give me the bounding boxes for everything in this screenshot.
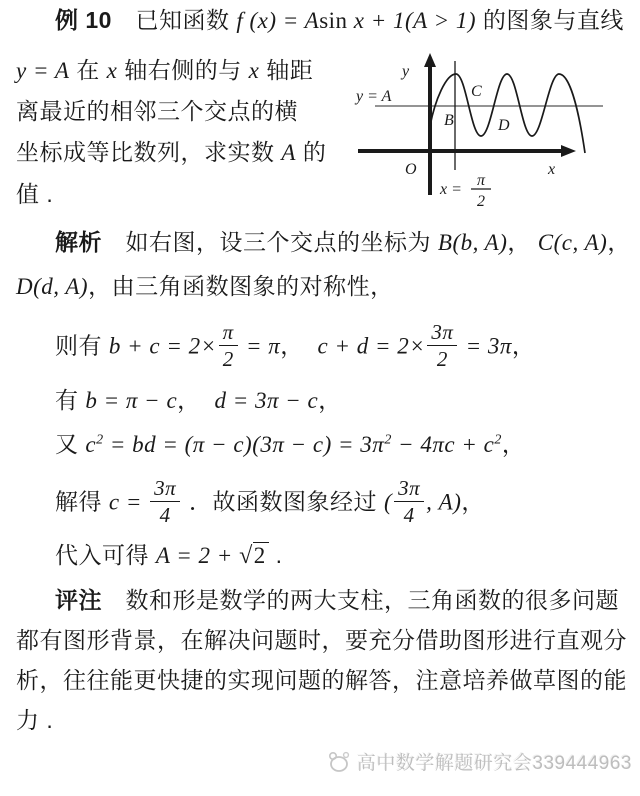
fraction: $\frac{3\pi}{4}$ [150, 476, 180, 527]
text-segment: x [248, 58, 260, 83]
solution-eq-1 [55, 322, 535, 373]
label-point-D: D [498, 117, 510, 134]
text-segment: 已知函数 [111, 7, 237, 33]
y-axis-arrow-icon [424, 53, 436, 67]
label-x-axis: x [548, 161, 556, 178]
text-segment: ， [280, 332, 318, 359]
text-segment: B(b, A) [437, 230, 508, 255]
figure-sine-graph [350, 50, 640, 220]
fraction: $\frac{\pi}{2}$ [219, 320, 238, 371]
text-segment: 评注 [55, 587, 102, 613]
square-root: √2 [239, 543, 269, 568]
text-segment: 力 . [16, 707, 54, 733]
text-segment: 例 10 [55, 7, 112, 33]
remark-line-1 [55, 586, 619, 616]
label-origin: O [405, 161, 417, 178]
text-segment: 的 [295, 139, 327, 165]
text-segment: ， [501, 431, 526, 457]
remark-line-3 [16, 666, 627, 696]
text-segment: 在 [69, 57, 107, 83]
text-segment: 如右图，设三个交点的坐标为 [102, 229, 438, 255]
text-segment: 则有 [55, 332, 109, 359]
text-segment: 都有图形背景，在解决问题时，要充分借助图形进行直观分 [16, 627, 627, 653]
solution-eq-5 [55, 541, 283, 572]
label-vline-denominator: 2 [477, 193, 485, 210]
x-axis-arrow-icon [561, 145, 576, 157]
remark-line-2 [16, 626, 627, 656]
text-segment: y = A [16, 58, 70, 83]
fraction: $\frac{3\pi}{4}$ [394, 476, 424, 527]
text-segment: x [106, 58, 118, 83]
text-segment: 值 . [16, 181, 54, 207]
text-segment: ， [511, 332, 536, 359]
text-segment: 轴右侧的与 [117, 57, 249, 83]
text-segment: 2 [96, 432, 104, 448]
label-y-equals-A: y = A [356, 88, 392, 105]
text-segment: c = [108, 489, 149, 515]
text-segment: sin [319, 8, 348, 33]
solution-eq-4 [55, 478, 485, 529]
watermark-text: 高中数学解题研究会339444963 [356, 753, 632, 774]
problem-line-5 [16, 180, 53, 210]
text-segment: 析，往往能更快捷的实现问题的解答，注意培养做草图的能 [16, 667, 627, 693]
text-segment: A [281, 140, 296, 165]
text-segment: d = 3π − c [214, 388, 319, 413]
text-segment: , A) [426, 489, 462, 515]
fraction: $\frac{3\pi}{2}$ [427, 320, 457, 371]
text-segment: c + d = 2× [317, 333, 426, 359]
text-segment: c [85, 432, 97, 457]
text-segment: x + 1(A > 1) [347, 8, 476, 33]
text-segment: 又 [55, 431, 86, 457]
text-segment: ，由三角函数图象的对称性， [88, 273, 394, 299]
text-segment: 代入可得 [55, 542, 156, 568]
label-vline-prefix: x = [440, 181, 462, 198]
solution-eq-2 [55, 386, 342, 416]
text-segment: 解析 [55, 229, 102, 255]
text-segment: 解得 [55, 488, 109, 515]
label-point-C: C [471, 83, 482, 100]
text-segment: = π [239, 333, 281, 359]
text-segment: ( [383, 489, 393, 515]
text-segment: 有 [55, 387, 86, 413]
problem-line-2 [16, 56, 313, 86]
text-segment: ， [607, 229, 631, 255]
label-vline-numerator: π [476, 172, 486, 189]
label-point-B: B [444, 112, 454, 129]
text-segment: ， [318, 387, 342, 413]
solution-line-2 [16, 272, 394, 302]
text-segment: ， [507, 229, 538, 255]
text-segment: 2 [494, 432, 502, 448]
text-segment: b + c = 2× [108, 333, 217, 359]
problem-line-4 [16, 138, 326, 168]
label-y-axis: y [402, 63, 410, 80]
solution-line-1 [55, 228, 631, 258]
text-segment: 的图象与直线 [476, 7, 624, 33]
text-segment: A = 2 + [155, 543, 240, 568]
text-segment: 离最近的相邻三个交点的横 [16, 98, 298, 124]
remark-line-4 [16, 706, 53, 736]
text-segment: = 3π [459, 333, 512, 359]
watermark [326, 748, 632, 775]
text-segment: = bd = (π − c)(3π − c) = 3π [103, 432, 385, 457]
watermark-logo-icon [326, 749, 352, 775]
text-segment: f (x) = A [236, 8, 320, 33]
solution-eq-3 [55, 430, 525, 460]
text-segment: ， [177, 387, 215, 413]
text-segment: D(d, A) [16, 274, 89, 299]
text-segment: 坐标成等比数列，求实数 [16, 139, 282, 165]
text-segment: C(c, A) [537, 230, 608, 255]
problem-line-3 [16, 97, 298, 127]
text-segment: − 4πc + c [391, 432, 495, 457]
text-segment: ．故函数图象经过 [182, 488, 384, 515]
text-segment: 2 [384, 432, 392, 448]
problem-line-1 [55, 6, 624, 36]
text-segment: b = π − c [85, 388, 178, 413]
text-segment: 轴距 [259, 57, 314, 83]
text-segment: . [268, 542, 283, 568]
text-segment: ， [461, 488, 485, 515]
text-segment: 数和形是数学的两大支柱，三角函数的很多问题 [102, 587, 619, 613]
